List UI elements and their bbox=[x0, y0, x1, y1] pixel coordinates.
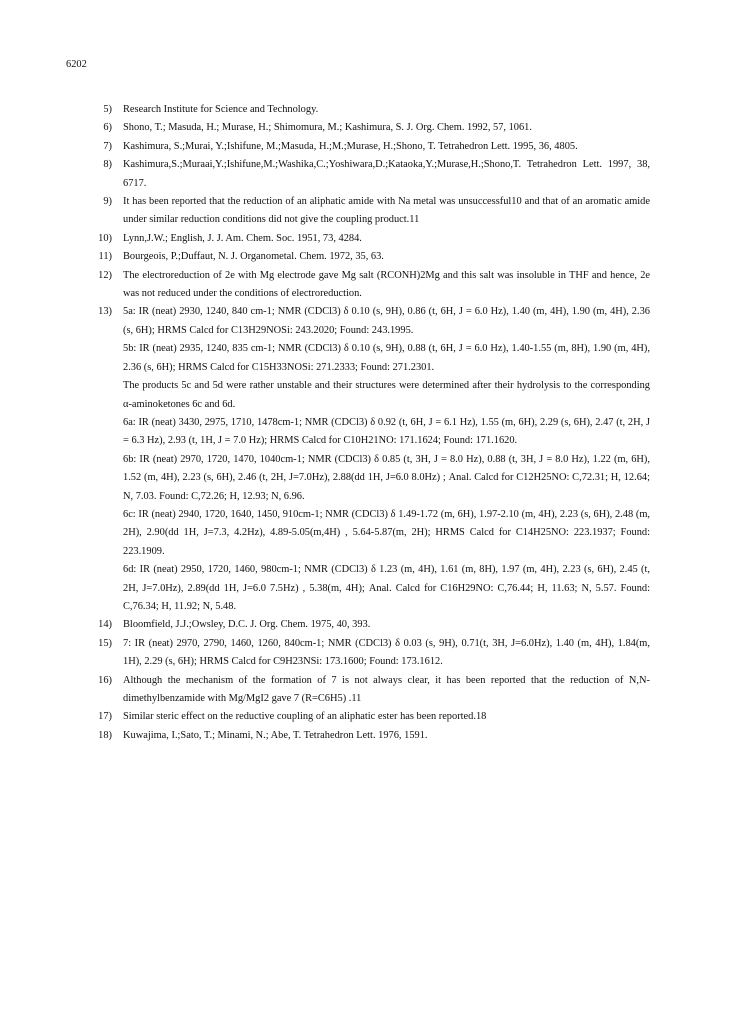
reference-number: 15) bbox=[98, 637, 112, 649]
reference-number: 18) bbox=[98, 729, 112, 741]
reference-5 bbox=[90, 101, 650, 119]
reference-number: 7) bbox=[103, 140, 112, 152]
reference-text: 6b: IR (neat) 2970, 1720, 1470, 1040cm-1; NMR (CDCl3) δ 0.85 (t, 3H, J = 8.0 Hz), 0.88 (t, 3H, J = 8.0 Hz), 1.22 (m, 6H), 1.52 (m, 4H), 2.23 (s, 6H), 2.46 (t, 2H, J=7.0Hz), 2.88(dd 1H, J=6.0 8.0Hz) ; Anal. Calcd for C12H25NO: C,72.31; H, 12.64; N, 7.03. Found: C,72.26; H, 12.93; N, 6.96. bbox=[123, 453, 650, 502]
reference-list bbox=[90, 101, 650, 745]
reference-8 bbox=[90, 156, 650, 193]
reference-number: 16) bbox=[98, 674, 112, 686]
reference-number: 5) bbox=[103, 104, 112, 115]
reference-number: 11) bbox=[98, 251, 112, 263]
reference-text: The products 5c and 5d were rather unstable and their structures were determined after their hydrolysis to the corresponding α-aminoketones 6c and 6d. bbox=[123, 380, 650, 410]
reference-text: 5a: IR (neat) 2930, 1240, 840 cm-1; NMR (CDCl3) δ 0.10 (s, 9H), 0.86 (t, 6H, J = 6.0 Hz), 1.40 (m, 4H), 1.90 (m, 4H), 2.36 (s, 6H); HRMS Calcd for C13H29NOSi: 243.2020; Found: 243.1995. bbox=[123, 306, 650, 336]
reference-number: 14) bbox=[98, 619, 112, 631]
reference-text: Bourgeois, P.;Duffaut, N. J. Organometal. Chem. 1972, 35, 63. bbox=[123, 251, 384, 263]
reference-text: Research Institute for Science and Technology. bbox=[123, 104, 319, 115]
reference-number: 13) bbox=[98, 306, 112, 318]
reference-text: Shono, T.; Masuda, H.; Murase, H.; Shimomura, M.; Kashimura, S. J. Org. Chem. 1992, 57, 1061. bbox=[123, 122, 532, 134]
reference-13-6a bbox=[90, 414, 650, 451]
reference-text: It has been reported that the reduction of an aliphatic amide with Na metal was unsuccessful10 and that of an aromatic amide under similar reduction conditions did not give the coupling product.11 bbox=[123, 196, 650, 226]
reference-text: 6d: IR (neat) 2950, 1720, 1460, 980cm-1; NMR (CDCl3) δ 1.23 (m, 4H), 1.61 (m, 8H), 1.97 (m, 4H), 2.23 (s, 6H), 2.45 (t, 2H, J=7.0Hz), 2.89(dd 1H, J=6.0 7.5Hz) , 5.38(m, 4H); Anal. Calcd for C16H29NO: C,76.44; H, 11.63; N, 5.57. Found: C,76.34; H, 11.92; N, 5.48. bbox=[123, 564, 650, 612]
reference-text: Kashimura,S.;Muraai,Y.;Ishifune,M.;Washika,C.;Yoshiwara,D.;Kataoka,Y.;Murase,H.;Shono,T. Tetrahedron Lett. 1997, 38, 6717. bbox=[123, 159, 650, 189]
reference-text: 5b: IR (neat) 2935, 1240, 835 cm-1; NMR (CDCl3) δ 0.10 (s, 9H), 0.88 (t, 6H, J = 6.0 Hz), 1.40-1.55 (m, 8H), 1.90 (m, 4H), 2.36 (s, 6H); HRMS Calcd for C15H33NOSi: 271.2333; Found: 271.2301. bbox=[123, 343, 650, 373]
reference-number: 9) bbox=[103, 196, 112, 208]
reference-text: 6c: IR (neat) 2940, 1720, 1640, 1450, 910cm-1; NMR (CDCl3) δ 1.49-1.72 (m, 6H), 1.97-2.10 (m, 4H), 2.23 (s, 6H), 2.48 (m, 2H), 2.90(dd 1H, J=7.3, 4.2Hz), 4.89-5.05(m,4H) , 5.64-5.87(m, 2H); HRMS Calcd for C14H25NO: 223.1937; Found: 223.1909. bbox=[123, 508, 650, 557]
reference-text: 7: IR (neat) 2970, 2790, 1460, 1260, 840cm-1; NMR (CDCl3) δ 0.03 (s, 9H), 0.71(t, 3H, J=6.0Hz), 1.40 (m, 4H), 1.84(m, 1H), 2.29 (s, 6H); HRMS Calcd for C9H23NSi: 173.1600; Found: 173.1612. bbox=[123, 637, 650, 668]
page-number: 6202 bbox=[66, 59, 87, 70]
reference-text: 6a: IR (neat) 3430, 2975, 1710, 1478cm-1; NMR (CDCl3) δ 0.92 (t, 6H, J = 6.1 Hz), 1.55 (m, 6H), 2.29 (s, 6H), 2.47 (t, 2H, J = 6.3 Hz), 2.93 (t, 1H, J = 7.0 Hz); HRMS Calcd for C10H21NO: 171.1624; Found: 171.1620. bbox=[123, 416, 650, 447]
reference-text: Bloomfield, J.J.;Owsley, D.C. J. Org. Chem. 1975, 40, 393. bbox=[123, 619, 371, 631]
reference-14 bbox=[90, 616, 650, 634]
reference-text: The electroreduction of 2e with Mg electrode gave Mg salt (RCONH)2Mg and this salt was insoluble in THF and hence, 2e was not reduced under the conditions of electroreduction. bbox=[123, 269, 650, 300]
reference-9 bbox=[90, 193, 650, 230]
reference-11 bbox=[90, 248, 650, 266]
reference-17 bbox=[90, 708, 650, 726]
reference-6 bbox=[90, 119, 650, 137]
reference-15 bbox=[90, 635, 650, 672]
reference-13-products bbox=[90, 377, 650, 414]
reference-18 bbox=[90, 727, 650, 745]
reference-number: 8) bbox=[103, 159, 112, 171]
reference-16 bbox=[90, 672, 650, 709]
reference-13-5b bbox=[90, 340, 650, 377]
reference-10 bbox=[90, 230, 650, 248]
reference-text: Lynn,J.W.; English, J. J. Am. Chem. Soc. 1951, 73, 4284. bbox=[123, 232, 362, 244]
reference-number: 10) bbox=[98, 232, 112, 244]
reference-text: Kuwajima, I.;Sato, T.; Minami, N.; Abe, T. Tetrahedron Lett. 1976, 1591. bbox=[123, 729, 428, 741]
reference-13 bbox=[90, 303, 650, 340]
reference-13-6b bbox=[90, 451, 650, 506]
reference-12 bbox=[90, 267, 650, 304]
reference-7 bbox=[90, 138, 650, 156]
reference-text: Kashimura, S.;Murai, Y.;Ishifune, M.;Masuda, H.;M.;Murase, H.;Shono, T. Tetrahedron Lett. 1995, 36, 4805. bbox=[123, 140, 578, 152]
reference-13-6d bbox=[90, 561, 650, 616]
reference-number: 6) bbox=[103, 122, 112, 134]
reference-number: 17) bbox=[98, 711, 112, 723]
reference-13-6c bbox=[90, 506, 650, 561]
reference-text: Similar steric effect on the reductive coupling of an aliphatic ester has been reported.18 bbox=[123, 711, 487, 723]
reference-text: Although the mechanism of the formation of 7 is not always clear, it has been reported that the reduction of N,N-dimethylbenzamide with Mg/MgI2 gave 7 (R=C6H5) .11 bbox=[123, 674, 650, 704]
reference-number: 12) bbox=[98, 269, 112, 281]
